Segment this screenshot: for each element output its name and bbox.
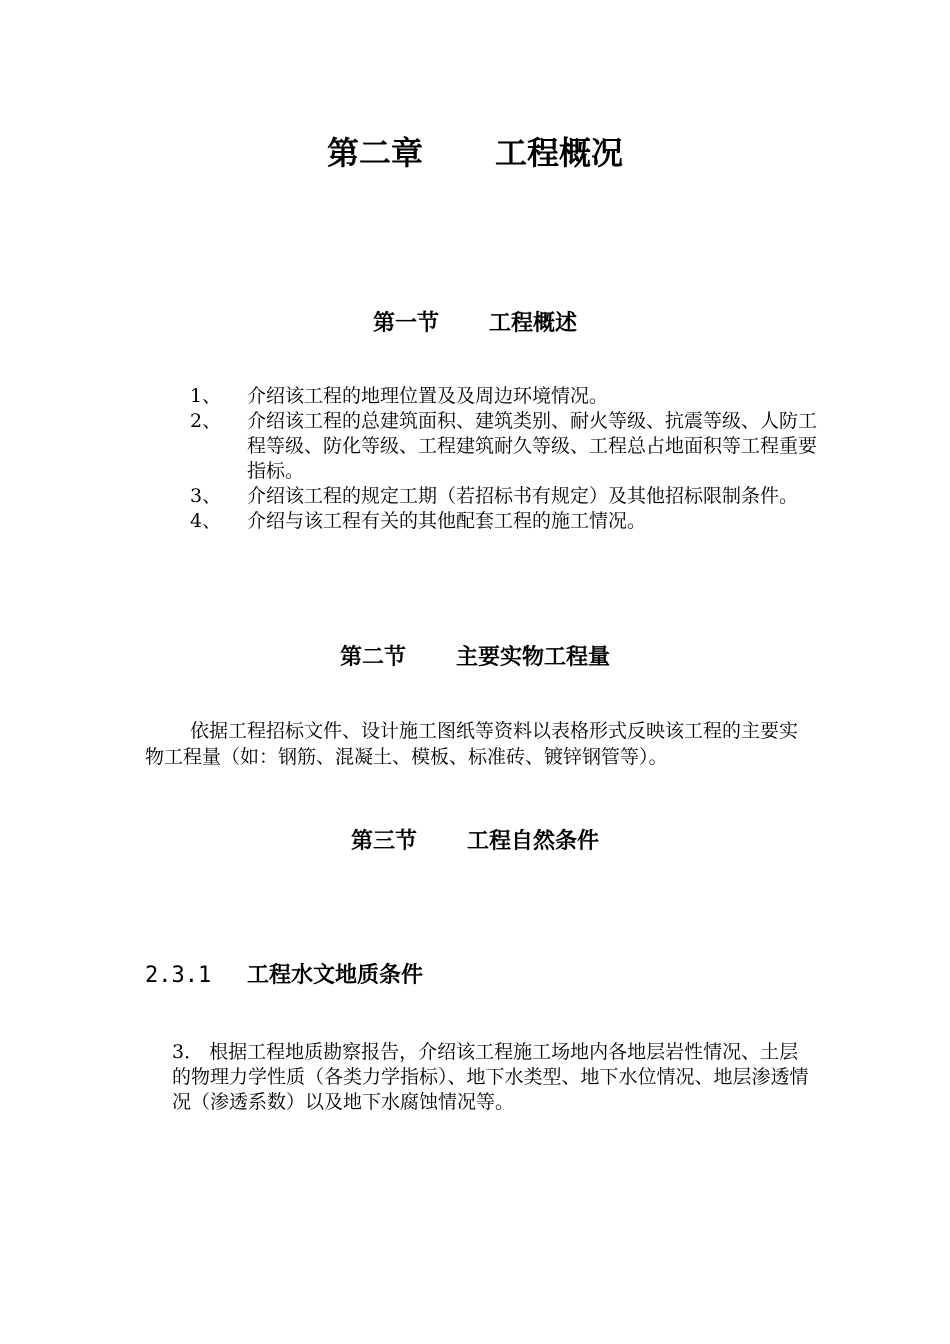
list-item-text: 介绍该工程的地理位置及及周边环境情况。 <box>247 385 609 407</box>
chapter-title <box>0 128 950 174</box>
subsection-number: 2.3.1 <box>145 963 212 988</box>
section-name: 工程概述 <box>489 311 578 336</box>
chapter-number: 第二章 <box>326 134 423 172</box>
subsection-title: 工程水文地质条件 <box>247 963 424 988</box>
list-item <box>190 509 830 534</box>
section-number: 第一节 <box>372 311 439 336</box>
list-item <box>190 484 830 509</box>
list-item <box>190 384 830 409</box>
chapter-name: 工程概况 <box>495 134 624 172</box>
section-name: 主要实物工程量 <box>456 645 611 670</box>
quantities-paragraph: 依据工程招标文件、设计施工图纸等资料以表格形式反映该工程的主要实物工程量（如：钢筋、混凝土、模板、标准砖、镀锌钢管等）。 <box>145 720 799 768</box>
section-number: 第二节 <box>339 645 406 670</box>
list-item-text: 介绍与该工程有关的其他配套工程的施工情况。 <box>247 510 647 532</box>
list-item <box>190 409 830 484</box>
subsection-heading <box>145 958 423 989</box>
section-title-1 <box>0 306 950 337</box>
overview-list <box>190 384 830 534</box>
section-title-2 <box>0 640 950 671</box>
list-item-text: 介绍该工程的总建筑面积、建筑类别、耐火等级、抗震等级、人防工程等级、防化等级、工程建筑耐久等级、工程总占地面积等工程重要指标。 <box>247 410 818 482</box>
hydrogeology-paragraph: 3． 根据工程地质勘察报告，介绍该工程施工场地内各地层岩性情况、土层的物理力学性质（各类力学指标）、地下水类型、地下水位情况、地层渗透情况（渗透系数）以及地下水腐蚀情况等。 <box>172 1041 809 1113</box>
list-item-number: 3、 <box>190 485 222 507</box>
list-item-number: 1、 <box>190 385 222 407</box>
list-item-text: 介绍该工程的规定工期（若招标书有规定）及其他招标限制条件。 <box>247 485 799 507</box>
section-title-3 <box>0 824 950 855</box>
section-name: 工程自然条件 <box>467 829 600 854</box>
list-item-number: 4、 <box>190 510 222 532</box>
section-number: 第三节 <box>350 829 417 854</box>
list-item-number: 2、 <box>190 410 222 432</box>
